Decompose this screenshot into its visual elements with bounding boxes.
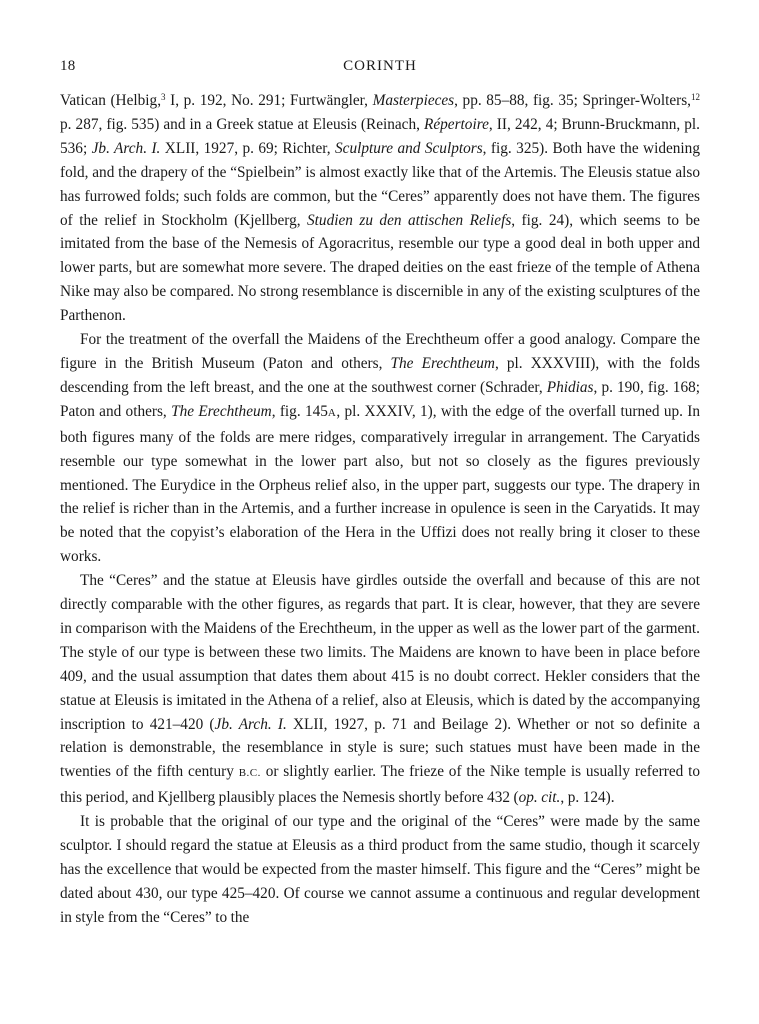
text-run: , fig. 325). Both have the widening fold, and the drapery of the “Spielbein” is almost exactly like that of the Artemis. The Eleusis statue also has furrowed folds; such folds are common, but the “Ceres” apparently does not have them. The figures of the relief in Stockholm (Kjellberg,	[60, 139, 700, 229]
italic-text: The Erechtheum	[390, 354, 495, 372]
text-run: For the treatment of the overfall the Maidens of the Erechtheum offer a good analogy. Compare the figure in the British Museum (Paton and others,	[60, 331, 700, 372]
text-run: XLII, 1927, p. 71 and Beilage 2). Whether or not so definite a relation is demonstrable, the resemblance in style is sure; such statues must have been made in the twenties of the fifth century	[60, 715, 700, 781]
text-run: , pp. 85–88, fig. 35; Springer-Wolters,	[454, 92, 691, 109]
footnote-ref: 3	[161, 92, 166, 102]
body-text	[60, 89, 700, 930]
small-caps-text: A	[327, 406, 337, 419]
text-run: Vatican (Helbig,	[60, 92, 162, 109]
italic-text: Phidias	[546, 378, 594, 396]
text-run: or slightly earlier. The frieze of the Nike temple is usually referred to this period, and Kjellberg plausibly places the Nemesis shortly before 432 (	[60, 763, 701, 807]
small-caps-text: B.C.	[238, 767, 261, 780]
text-run: , pl. XXXIV, 1), with the edge of the overfall turned up. In both figures many of the folds are mere ridges, comparatively irregular in arrangement. The Caryatids resemble our type somewhat in the lower part also, but not so closely as the figures previously mentioned. The Eurydice in the Orpheus relief also, in the upper part, suggests our type. The drapery in the relief is richer than in the Artemis, and a further increase in opulence is seen in the Caryatids. It may be noted that the copyist’s elaboration of the Hera in the Uffizi does not really bring it closer to these works.	[60, 402, 701, 566]
italic-text: The Erechtheum	[171, 402, 272, 420]
paragraph	[60, 569, 700, 810]
text-run: , fig. 145	[271, 402, 328, 420]
paragraph	[60, 810, 700, 930]
footnote-ref: 12	[691, 92, 700, 102]
italic-text: Masterpieces	[372, 92, 455, 109]
page-number: 18	[60, 58, 76, 74]
text-run: I, p. 192, No. 291; Furtwängler,	[165, 92, 373, 109]
italic-text: Sculpture and Sculptors	[335, 139, 483, 157]
text-run: , pl. XXXVIII), with the folds descending from the left breast, and the one at the southwest corner (Schrader,	[60, 354, 700, 396]
paragraph	[60, 89, 700, 328]
text-run: The “Ceres” and the statue at Eleusis have girdles outside the overfall and because of this are not directly comparable with the other figures, as regards that part. It is clear, however, that they are severe in comparison with the Maidens of the Erechtheum, in the upper as well as the lower part of the garment. The style of our type is between these two limits. The Maidens are known to have been in place before 409, and the usual assumption that dates them about 415 is no doubt correct. Hekler considers that the statue at Eleusis is imitated in the Athena of a relief, also at Eleusis, which is dated by the accompanying inscription to 421–420 (	[60, 572, 700, 733]
running-title: CORINTH	[343, 58, 417, 74]
text-run: , II, 242, 4; Brunn-Bruckmann, pl. 536;	[60, 115, 700, 157]
text-run: , fig. 24), which seems to be imitated from the base of the Nemesis of Agoracritus, resemble our type a good deal in both upper and lower parts, but are somewhat more severe. The draped deities on the east frieze of the temple of Athena Nike may also be compared. No strong resemblance is discernible in any of the existing sculptures of the Parthenon.	[60, 211, 700, 325]
italic-text: Studien zu den attischen Reliefs	[307, 211, 512, 229]
italic-text: Jb. Arch. I.	[91, 139, 161, 157]
text-run: , p. 190, fig. 168; Paton and others,	[60, 378, 700, 420]
text-run: It is probable that the original of our type and the original of the “Ceres” were made by the same sculptor. I should regard the statue at Eleusis as a third product from the same studio, though it scarcely has the excellence that would be expected from the master himself. This figure and the “Ceres” might be dated about 430, our type 425–420. Of course we cannot assume a continuous and regular development in style from the “Ceres” to the	[60, 813, 700, 926]
text-run: p. 287, fig. 535) and in a Greek statue at Eleusis (Reinach,	[60, 115, 425, 133]
text-run: , p. 124).	[560, 789, 615, 807]
paragraph	[60, 328, 700, 569]
italic-text: Jb. Arch. I.	[214, 715, 287, 733]
italic-text: op. cit.	[518, 789, 561, 807]
italic-text: Répertoire	[424, 115, 489, 133]
text-run: XLII, 1927, p. 69; Richter,	[160, 139, 336, 157]
running-header	[60, 58, 700, 80]
